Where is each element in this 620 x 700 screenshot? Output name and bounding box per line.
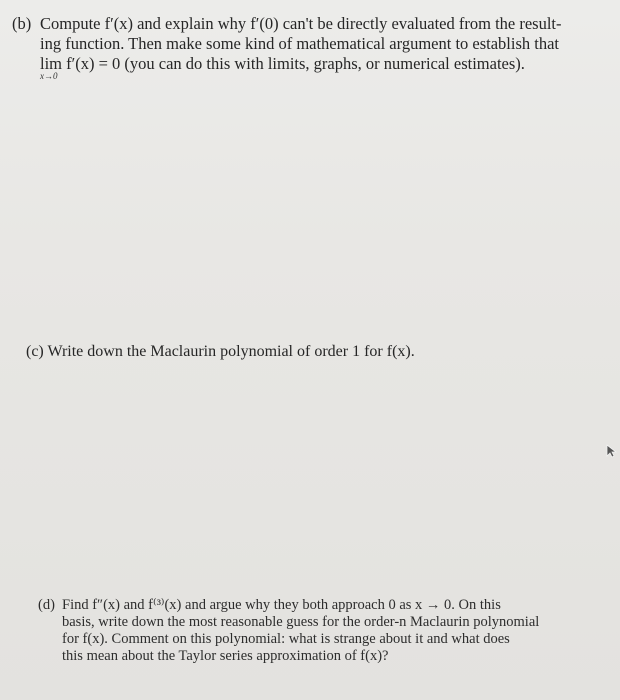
problem-line: ing function. Then make some kind of mathematical argument to establish that bbox=[40, 34, 560, 53]
problem-line: this mean about the Taylor series approximation of f(x)? bbox=[62, 648, 389, 664]
mouse-pointer-icon bbox=[606, 444, 618, 458]
problem-line-limit bbox=[40, 54, 612, 81]
problem-text bbox=[62, 597, 598, 665]
problem-line: for f(x). Comment on this polynomial: what is strange about it and what does bbox=[62, 631, 510, 647]
problem-line: lim f′(x) = 0 (you can do this with limits, graphs, or numerical estimates). bbox=[40, 54, 525, 73]
problem-c bbox=[26, 342, 606, 362]
problem-line: Find f″(x) and f⁽³⁾(x) and argue why they both approach 0 as x → 0. On this bbox=[62, 597, 501, 613]
problem-d bbox=[38, 597, 598, 665]
problem-label: (b) bbox=[12, 14, 32, 33]
problem-line: Write down the Maclaurin polynomial of order 1 for f(x). bbox=[47, 343, 415, 360]
problem-text bbox=[40, 14, 612, 81]
problem-label: (c) bbox=[26, 343, 44, 360]
limit-subscript: x→0 bbox=[40, 71, 58, 81]
problem-line: basis, write down the most reasonable guess for the order-n Maclaurin polynomial bbox=[62, 614, 540, 630]
problem-b bbox=[12, 14, 612, 81]
problem-label: (d) bbox=[38, 597, 55, 613]
problem-line: Compute f′(x) and explain why f′(0) can't be directly evaluated from the result- bbox=[40, 14, 562, 33]
